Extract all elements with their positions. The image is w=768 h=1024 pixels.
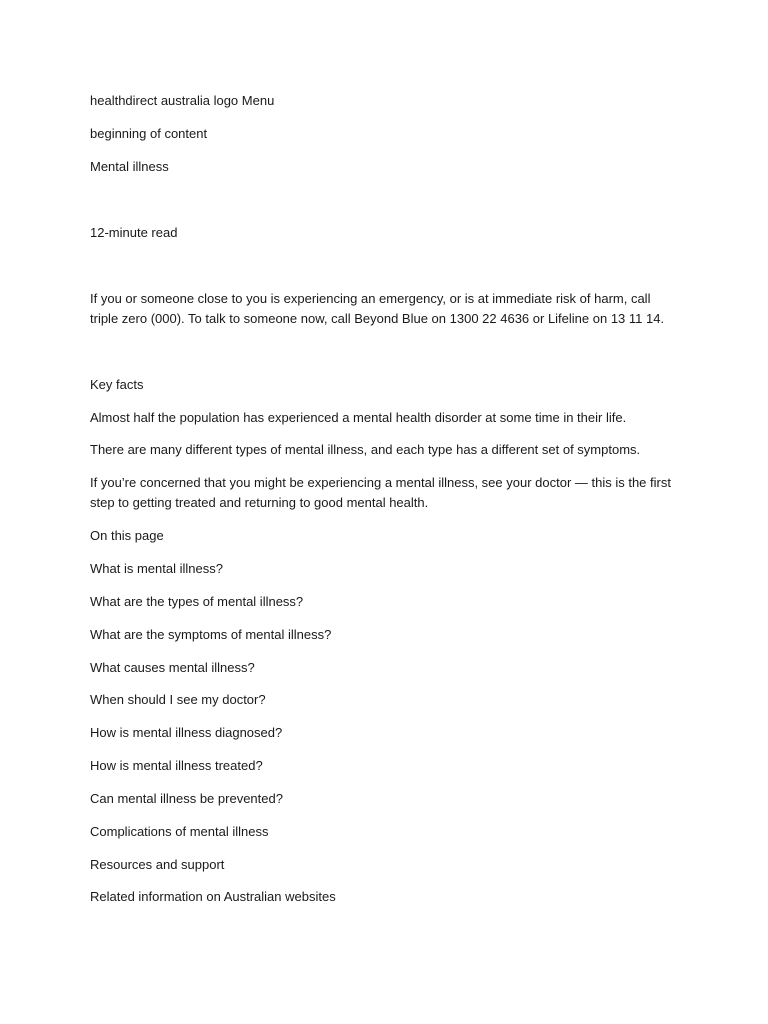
healthdirect-logo[interactable]: healthdirect australia logo: [90, 93, 239, 108]
skip-to-content-link[interactable]: beginning of content: [90, 126, 208, 141]
toc-link-related-info[interactable]: Related information on Australian websites: [90, 889, 336, 904]
key-fact-item: Almost half the population has experienced a mental health disorder at some time in their life.: [90, 410, 627, 425]
toc-link-complications[interactable]: Complications of mental illness: [90, 824, 269, 839]
toc-link-what-is[interactable]: What is mental illness?: [90, 561, 223, 576]
toc-link-symptoms[interactable]: What are the symptoms of mental illness?: [90, 627, 332, 642]
toc-link-types[interactable]: What are the types of mental illness?: [90, 594, 304, 609]
read-time: 12-minute read: [90, 225, 178, 240]
toc-link-prevented[interactable]: Can mental illness be prevented?: [90, 791, 283, 806]
emergency-notice: If you or someone close to you is experiencing an emergency, or is at immediate risk of harm, call triple zero (000). To talk to someone now, call Beyond Blue on 1300 22 4636 or Lifeline on 13 11 14.: [90, 291, 665, 326]
site-header: [90, 91, 680, 111]
menu-button[interactable]: Menu: [241, 93, 275, 108]
key-fact-item: If you’re concerned that you might be experiencing a mental illness, see your doctor — this is the first step to getting treated and returning to good mental health.: [90, 475, 671, 510]
toc-link-treated[interactable]: How is mental illness treated?: [90, 758, 263, 773]
on-this-page-heading: On this page: [90, 528, 164, 543]
toc-link-diagnosed[interactable]: How is mental illness diagnosed?: [90, 725, 283, 740]
page-title: Mental illness: [90, 159, 169, 174]
toc-link-resources[interactable]: Resources and support: [90, 857, 225, 872]
toc-link-see-doctor[interactable]: When should I see my doctor?: [90, 692, 266, 707]
key-facts-heading: Key facts: [90, 377, 144, 392]
toc-link-causes[interactable]: What causes mental illness?: [90, 660, 255, 675]
key-fact-item: There are many different types of mental illness, and each type has a different set of symptoms.: [90, 442, 641, 457]
